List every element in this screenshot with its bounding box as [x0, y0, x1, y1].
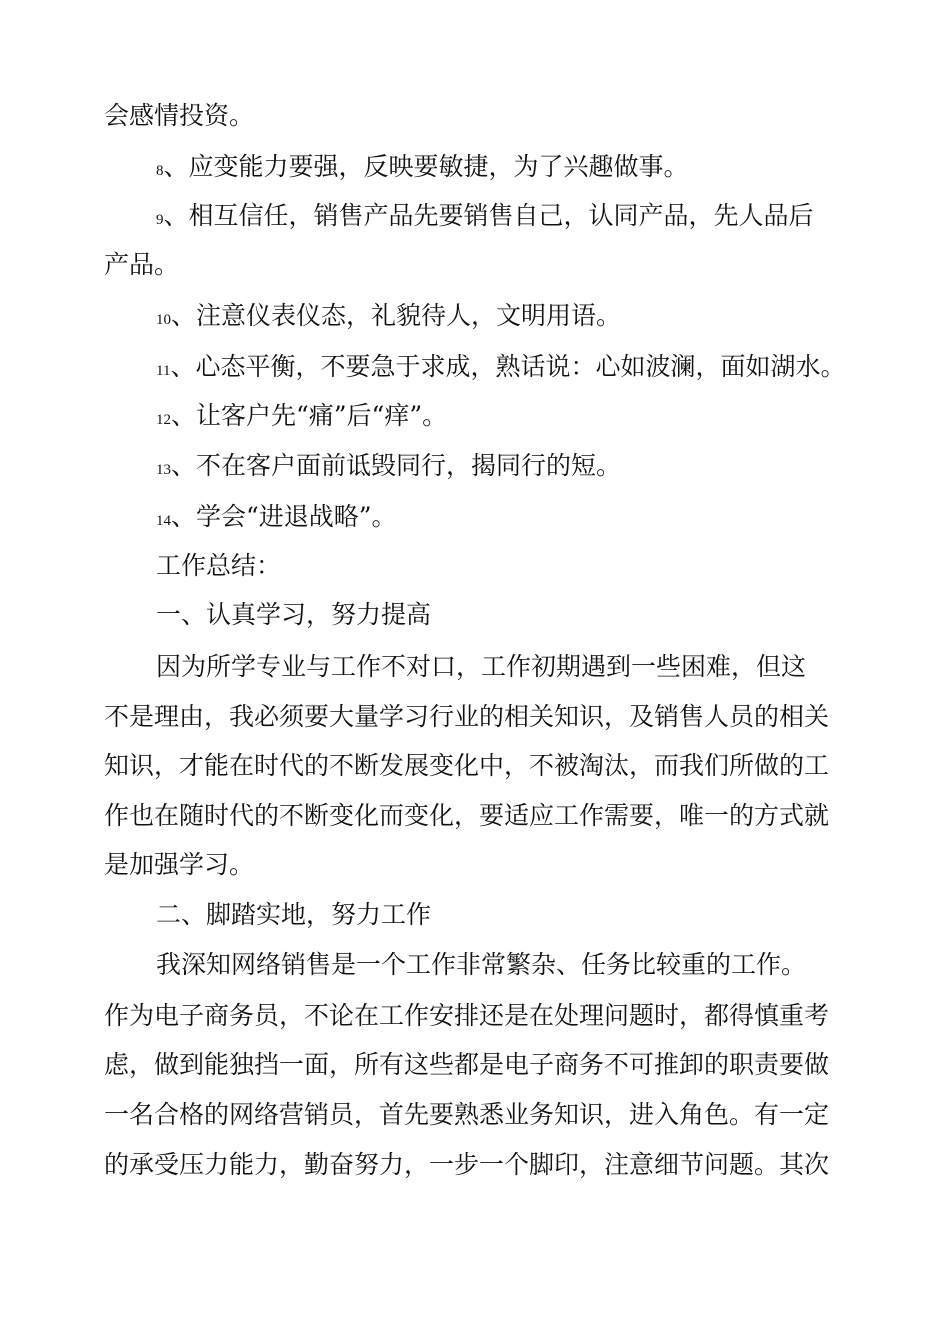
list-item-10: 10、注意仪表仪态，礼貌待人，文明用语。 [156, 301, 622, 330]
paragraph-line: 一名合格的网络营销员，首先要熟悉业务知识，进入角色。有一定 [104, 1100, 830, 1129]
paragraph-line: 因为所学专业与工作不对口，工作初期遇到一些困难，但这 [156, 652, 807, 681]
text-line: 产品。 [104, 250, 180, 279]
list-item-8: 8、应变能力要强，反映要敏捷，为了兴趣做事。 [156, 152, 689, 181]
item-number: 11 [156, 363, 171, 379]
item-number: 8 [156, 163, 164, 179]
item-number: 10 [156, 312, 171, 328]
item-number: 9 [156, 212, 164, 228]
paragraph-line: 知识，才能在时代的不断发展变化中，不被淘汰，而我们所做的工 [104, 751, 830, 780]
subsection-heading: 一、认真学习，努力提高 [156, 600, 432, 629]
item-number: 14 [156, 513, 171, 529]
paragraph-line: 作为电子商务员，不论在工作安排还是在处理问题时，都得慎重考 [104, 1001, 830, 1030]
list-item-11: 11、心态平衡，不要急于求成，熟话说：心如波澜，面如湖水。 [156, 352, 846, 381]
paragraph-line: 作也在随时代的不断变化而变化，要适应工作需要，唯一的方式就 [104, 801, 830, 830]
paragraph-line: 不是理由，我必须要大量学习行业的相关知识，及销售人员的相关 [104, 702, 830, 731]
paragraph-line: 虑，做到能独挡一面，所有这些都是电子商务不可推卸的职责要做 [104, 1050, 830, 1079]
subsection-heading: 二、脚踏实地，努力工作 [156, 900, 432, 929]
list-item-13: 13、不在客户面前诋毁同行，揭同行的短。 [156, 451, 622, 480]
paragraph-line: 是加强学习。 [104, 850, 255, 879]
list-item-9: 9、相互信任，销售产品先要销售自己，认同产品，先人品后 [156, 201, 814, 230]
item-number: 12 [156, 412, 171, 428]
paragraph-line: 的承受压力能力，勤奋努力，一步一个脚印，注意细节问题。其次 [104, 1150, 830, 1179]
paragraph-line: 我深知网络销售是一个工作非常繁杂、任务比较重的工作。 [156, 950, 807, 979]
list-item-12: 12、让客户先“痛”后“痒”。 [156, 401, 448, 430]
list-item-14: 14、学会“进退战略”。 [156, 502, 397, 531]
section-heading: 工作总结： [156, 551, 282, 580]
text-line: 会感情投资。 [104, 101, 255, 130]
item-number: 13 [156, 462, 171, 478]
